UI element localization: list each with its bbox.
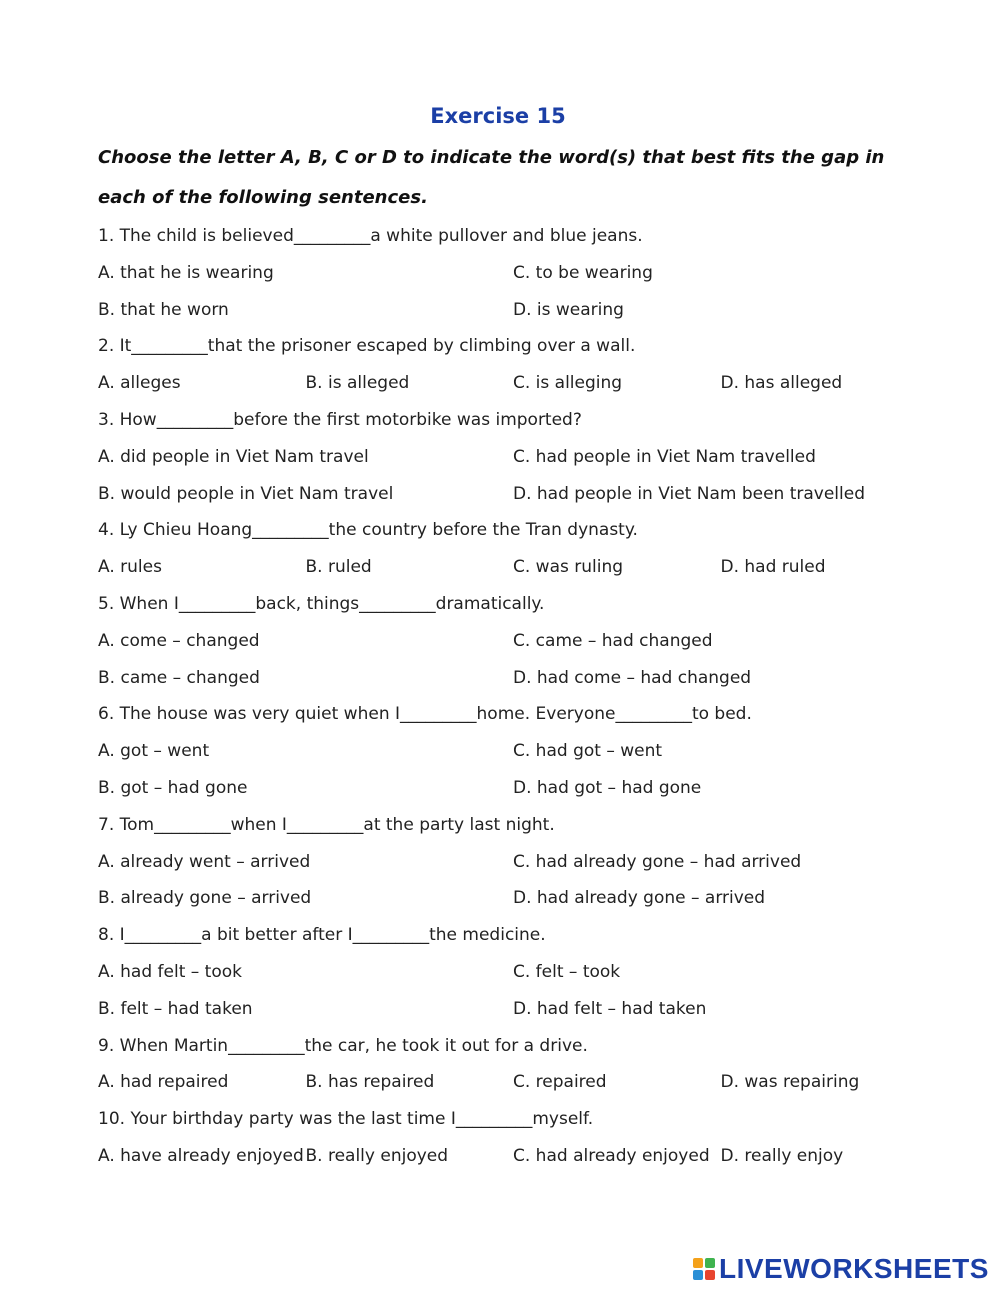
answer-option[interactable]: A. did people in Viet Nam travel <box>98 446 369 467</box>
answer-option[interactable]: A. have already enjoyed <box>98 1145 304 1166</box>
answer-option[interactable]: C. came – had changed <box>513 630 713 651</box>
answer-option[interactable]: C. repaired <box>513 1072 607 1093</box>
answer-option[interactable]: D. has alleged <box>720 373 843 394</box>
answer-option[interactable]: B. really enjoyed <box>305 1145 449 1166</box>
question-stem: 5. When I_________back, things_________dramatically. <box>98 593 545 614</box>
option-row <box>98 660 928 697</box>
answer-option[interactable]: C. was ruling <box>513 557 624 578</box>
answer-option[interactable]: C. felt – took <box>513 961 621 982</box>
answer-option[interactable]: A. alleges <box>98 373 181 394</box>
exercise-title: Exercise 15 <box>430 104 566 128</box>
question-stem: 9. When Martin_________the car, he took it out for a drive. <box>98 1035 588 1056</box>
answer-option[interactable]: A. got – went <box>98 741 210 762</box>
option-row <box>98 733 928 770</box>
liveworksheets-logo <box>693 1254 989 1284</box>
option-row <box>98 1064 928 1101</box>
answer-option[interactable]: B. is alleged <box>305 373 410 394</box>
answer-option[interactable]: B. already gone – arrived <box>98 888 312 909</box>
option-row <box>98 1138 928 1175</box>
question-stem: 6. The house was very quiet when I_________home. Everyone_________to bed. <box>98 704 752 725</box>
answer-option[interactable]: C. had already gone – had arrived <box>513 851 802 872</box>
answer-option[interactable]: C. had got – went <box>513 741 663 762</box>
question-stem: 3. How_________before the first motorbike was imported? <box>98 409 582 430</box>
question-stem: 7. Tom_________when I_________at the party last night. <box>98 814 555 835</box>
option-row <box>98 954 928 991</box>
answer-option[interactable]: D. had people in Viet Nam been travelled <box>513 483 865 504</box>
option-row <box>98 439 928 476</box>
answer-option[interactable]: D. had ruled <box>720 557 826 578</box>
option-row <box>98 292 928 329</box>
answer-option[interactable]: D. is wearing <box>513 299 624 320</box>
answer-option[interactable]: D. had come – had changed <box>513 667 752 688</box>
answer-option[interactable]: A. rules <box>98 557 162 578</box>
answer-option[interactable]: B. got – had gone <box>98 777 248 798</box>
instruction-text: Choose the letter A, B, C or D to indicate the word(s) that best fits the gap in each of the following sentences. <box>98 147 885 208</box>
logo-mark-icon <box>693 1258 715 1280</box>
option-row <box>98 880 928 917</box>
answer-option[interactable]: D. was repairing <box>720 1072 860 1093</box>
answer-option[interactable]: B. ruled <box>305 557 372 578</box>
option-row <box>98 549 928 586</box>
option-row <box>98 365 928 402</box>
option-row <box>98 770 928 807</box>
answer-option[interactable]: B. would people in Viet Nam travel <box>98 483 394 504</box>
option-row <box>98 991 928 1028</box>
question-list <box>98 218 928 1175</box>
answer-option[interactable]: B. has repaired <box>305 1072 435 1093</box>
answer-option[interactable]: A. had felt – took <box>98 961 242 982</box>
answer-option[interactable]: B. came – changed <box>98 667 260 688</box>
option-row <box>98 255 928 292</box>
worksheet <box>98 100 928 1175</box>
question-stem: 10. Your birthday party was the last time I_________myself. <box>98 1109 594 1130</box>
option-row <box>98 476 928 513</box>
answer-option[interactable]: C. is alleging <box>513 373 623 394</box>
answer-option[interactable]: B. that he worn <box>98 299 229 320</box>
question-stem: 2. It_________that the prisoner escaped by climbing over a wall. <box>98 336 636 357</box>
answer-option[interactable]: B. felt – had taken <box>98 998 253 1019</box>
answer-option[interactable]: C. had already enjoyed <box>513 1145 710 1166</box>
answer-option[interactable]: A. already went – arrived <box>98 851 311 872</box>
question-stem: 1. The child is believed_________a white pullover and blue jeans. <box>98 226 643 246</box>
question-stem: 4. Ly Chieu Hoang_________the country before the Tran dynasty. <box>98 520 638 541</box>
answer-option[interactable]: D. had felt – had taken <box>513 998 707 1019</box>
answer-option[interactable]: A. that he is wearing <box>98 262 274 283</box>
option-row <box>98 623 928 660</box>
answer-option[interactable]: A. had repaired <box>98 1072 229 1093</box>
answer-option[interactable]: C. had people in Viet Nam travelled <box>513 446 816 467</box>
logo-text: LIVEWORKSHEETS <box>719 1253 989 1284</box>
answer-option[interactable]: C. to be wearing <box>513 262 653 283</box>
answer-option[interactable]: D. really enjoy <box>720 1145 844 1166</box>
answer-option[interactable]: A. come – changed <box>98 630 260 651</box>
question-stem: 8. I_________a bit better after I_________the medicine. <box>98 925 546 946</box>
option-row <box>98 844 928 881</box>
answer-option[interactable]: D. had already gone – arrived <box>513 888 766 909</box>
answer-option[interactable]: D. had got – had gone <box>513 777 702 798</box>
